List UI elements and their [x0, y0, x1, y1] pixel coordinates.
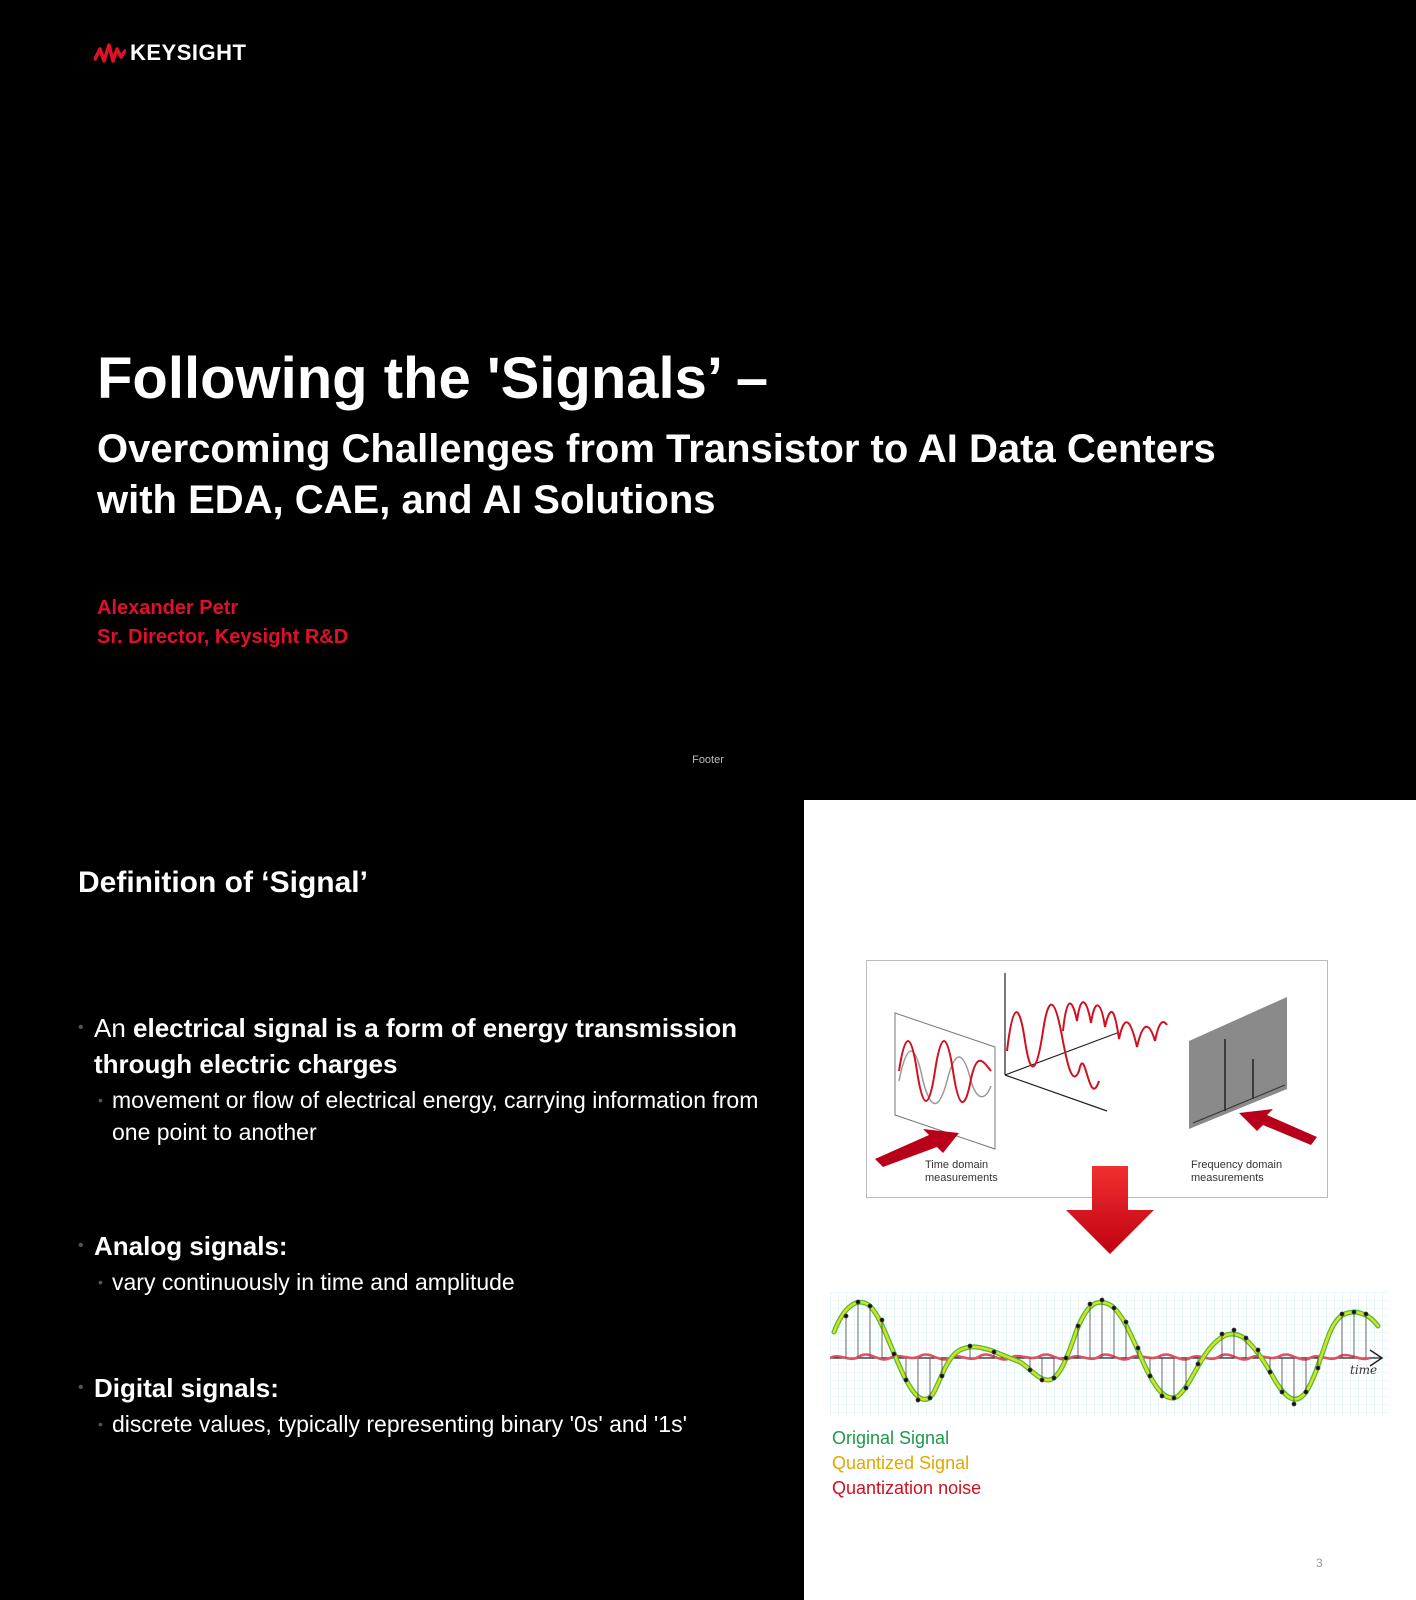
- composite-wave: [1007, 1005, 1099, 1089]
- bullet-main: [78, 1228, 778, 1264]
- keysight-logo: [94, 40, 246, 66]
- author-name: Alexander Petr: [97, 597, 239, 619]
- definition-slide-text: [0, 800, 804, 1600]
- caption-line: measurements: [1191, 1172, 1264, 1184]
- author-block: [97, 594, 348, 652]
- quantization-plot: [830, 1292, 1388, 1416]
- component-wave: [1063, 1002, 1167, 1047]
- bullet-item: [78, 1010, 778, 1148]
- bullet-prefix: An: [94, 1013, 134, 1043]
- caption-line: Frequency domain: [1191, 1159, 1283, 1171]
- signal-legend: [832, 1426, 981, 1501]
- legend-quantization-noise: Quantization noise: [832, 1478, 982, 1498]
- legend-quantized-signal: Quantized Signal: [832, 1453, 970, 1473]
- bullet-bold: Analog signals:: [94, 1231, 288, 1261]
- bullet-bold: electrical signal is a form of energy transmission through electric charges: [94, 1013, 738, 1079]
- bullet-item: [78, 1228, 778, 1298]
- time-frequency-diagram: [866, 960, 1328, 1198]
- presentation-subtitle: [97, 424, 1317, 526]
- keysight-wave-icon: [94, 41, 126, 65]
- presentation-title: Following the 'Signals’ –: [97, 346, 769, 411]
- definition-slide-figure: [804, 800, 1416, 1600]
- bullet-sub: • movement or flow of electrical energy, carrying information from one point to another: [78, 1084, 778, 1148]
- bullet-sub: • vary continuously in time and amplitude: [78, 1266, 778, 1298]
- frequency-domain-caption: [1191, 1159, 1282, 1185]
- bullet-main: [78, 1370, 778, 1406]
- time-domain-caption: [925, 1159, 998, 1185]
- logo-text: KEYSIGHT: [130, 40, 247, 65]
- bullet-item: [78, 1370, 778, 1440]
- caption-line: measurements: [925, 1172, 998, 1184]
- caption-line: Time domain: [925, 1159, 989, 1171]
- bullet-sub: • discrete values, typically representing binary '0s' and '1s': [78, 1408, 778, 1440]
- bullet-main: [78, 1010, 778, 1082]
- subtitle-line-2: with EDA, CAE, and AI Solutions: [97, 478, 716, 522]
- down-arrow-icon: [1064, 1166, 1156, 1256]
- page-number: 3: [1316, 1556, 1323, 1570]
- definition-title: Definition of ‘Signal’: [78, 866, 368, 899]
- time-axis: [1005, 1075, 1107, 1111]
- legend-original-signal: Original Signal: [832, 1428, 950, 1448]
- bullet-bold: Digital signals:: [94, 1373, 279, 1403]
- author-role: Sr. Director, Keysight R&D: [97, 626, 349, 648]
- frequency-domain-arrow: [1239, 1109, 1317, 1145]
- subtitle-line-1: Overcoming Challenges from Transistor to AI Data Centers: [97, 427, 1216, 471]
- time-axis-label: time: [1350, 1363, 1378, 1377]
- slide-footer: Footer: [692, 754, 724, 766]
- frequency-axis: [1005, 1033, 1117, 1075]
- time-domain-panel: [895, 1013, 995, 1149]
